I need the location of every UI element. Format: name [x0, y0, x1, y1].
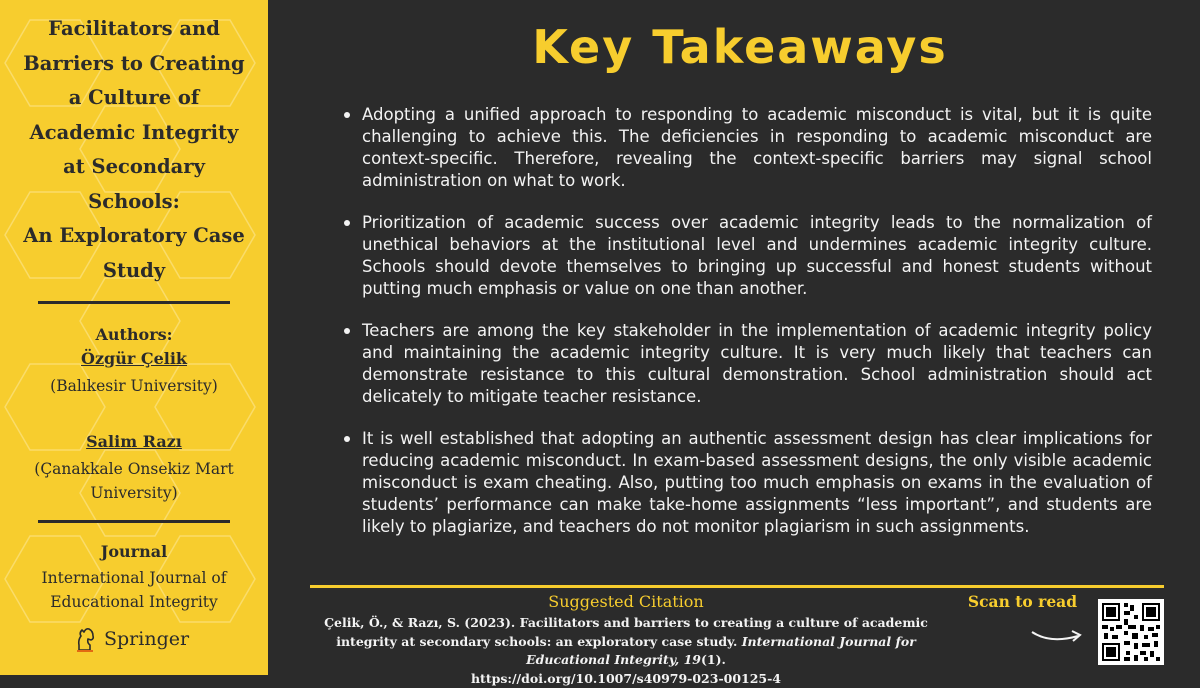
poster-title [10, 12, 258, 288]
publisher-name: Springer [104, 628, 190, 650]
title-line: a Culture of [68, 86, 200, 109]
journal-name [8, 566, 260, 614]
list-item: Adopting a unified approach to responding to academic misconduct is vital, but it is quite challenging to achieve this. The deficiencies in responding to academic misconduct are context-specific. Therefore, revealing the context-specific barriers may signal school administration on what to work. [342, 104, 1152, 192]
list-item: It is well established that adopting an authentic assessment design has clear implications for reducing academic misconduct. In exam-based assessment designs, the only visible academic misconduct is exam cheating. Also, putting too much emphasis on exams in the evaluation of students’ performance can make take-home assignments “less important”, and students are likely to plagiarize, and teachers do not monitor plagiarism in such assignments. [342, 428, 1152, 538]
list-item: Teachers are among the key stakeholder in the implementation of academic integrity policy and maintaining the academic integrity culture. It is very much likely that teachers can demonstrate resistance to this cultural demonstration. School administration should act delicately to mitigate teacher resistance. [342, 320, 1152, 408]
author2-name[interactable]: Salim Razı [86, 432, 182, 451]
springer-logo [74, 626, 189, 652]
citation-issue: (1). [701, 652, 726, 667]
title-line: at Secondary [63, 155, 205, 178]
citation-doi[interactable]: https://doi.org/10.1007/s40979-023-00125-4 [470, 670, 782, 686]
qr-code-icon[interactable] [1098, 599, 1164, 665]
springer-knight-icon [74, 626, 96, 652]
citation-reference: Çelik, Ö., & Razı, S. (2023). Facilitators and barriers to creating a culture of academic integrity at secondary schools: an exploratory case study. [324, 615, 928, 649]
citation-divider [310, 585, 1164, 588]
title-line: Schools: [88, 189, 180, 213]
journal-line: International Journal of [41, 569, 227, 587]
author1-name[interactable]: Özgür Çelik [81, 349, 187, 368]
affiliation-line: University) [90, 484, 178, 502]
sidebar [0, 0, 268, 675]
page-title: Key Takeaways [532, 20, 948, 74]
title-line: An Exploratory Case [23, 224, 245, 247]
divider [38, 520, 230, 523]
divider [38, 301, 230, 304]
citation-heading: Suggested Citation [548, 592, 704, 611]
takeaways-list [342, 104, 1152, 558]
title-line: Academic Integrity [29, 120, 239, 144]
citation-journal: International Journal for Educational Integrity, 19 [526, 633, 916, 667]
affiliation-line: (Çanakkale Onsekiz Mart [34, 460, 234, 478]
author1-affiliation: (Balıkesir University) [50, 377, 218, 395]
title-line: Facilitators and [48, 17, 220, 40]
author2-affiliation [8, 457, 260, 505]
title-line: Barriers to Creating [23, 51, 245, 75]
list-item: Prioritization of academic success over academic integrity leads to the normalization of unethical behaviors at the institutional level and undermines academic integrity culture. Schools should devote themselves to bringing up successful and honest students without putting much emphasis or value on one than another. [342, 212, 1152, 300]
scan-to-read-label: Scan to read [967, 592, 1078, 611]
citation-text [298, 614, 954, 688]
journal-line: Educational Integrity [50, 593, 218, 611]
authors-heading: Authors: [95, 325, 173, 344]
title-line: Study [102, 258, 166, 282]
journal-heading: Journal [100, 542, 168, 561]
curved-arrow-icon [1028, 622, 1088, 646]
